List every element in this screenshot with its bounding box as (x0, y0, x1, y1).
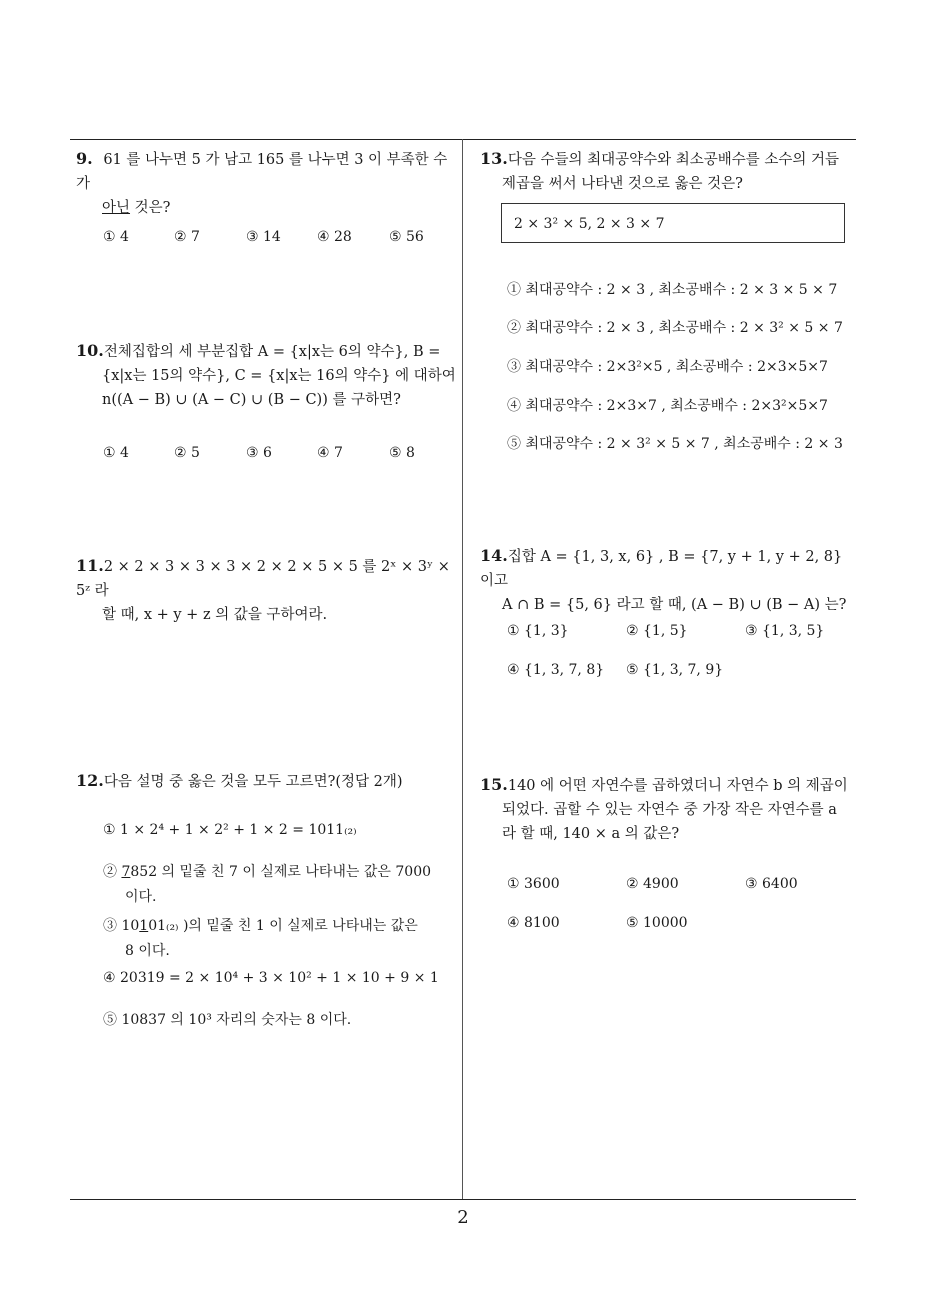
question-text: A ∩ B = {5, 6} 라고 할 때, (A − B) ∪ (B − A) 는? (502, 597, 847, 613)
option-3[interactable]: ③ 최대공약수 : 2×3²×5 , 최소공배수 : 2×3×5×7 (507, 359, 828, 375)
option-5[interactable]: ⑤ 10837 의 10³ 자리의 숫자는 8 이다. (103, 1012, 352, 1028)
bottom-rule (70, 1199, 856, 1200)
underlined-digit: 1 (139, 918, 149, 934)
option-4[interactable]: ④ {1, 3, 7, 8} (507, 662, 605, 678)
option-2[interactable]: ② {1, 5} (626, 623, 688, 639)
question-text: 라 할 때, 140 × a 의 값은? (502, 826, 680, 842)
question-text: 되었다. 곱할 수 있는 자연수 중 가장 작은 자연수를 a (502, 802, 837, 818)
question-11 (76, 554, 461, 627)
question-text: {x|x는 15의 약수}, C = {x|x는 16의 약수} 에 대하여 (102, 368, 456, 384)
option-3[interactable]: ③ {1, 3, 5} (745, 623, 825, 639)
question-number: 14. (480, 546, 508, 565)
option-4[interactable]: ④ 최대공약수 : 2×3×7 , 최소공배수 : 2×3²×5×7 (507, 398, 828, 414)
option-4[interactable]: ④ 20319 = 2 × 10⁴ + 3 × 10² + 1 × 10 + 9 × 1 (103, 970, 439, 986)
option-3[interactable]: ③ 6400 (745, 876, 798, 892)
option-text: 8 이다. (125, 943, 170, 959)
option-text: 852 의 밑줄 친 7 이 실제로 나타내는 값은 7000 (130, 864, 432, 880)
option-text: 01₍₂₎ )의 밑줄 친 1 이 실제로 나타내는 값은 (148, 918, 418, 934)
option-1[interactable]: ① {1, 3} (507, 623, 569, 639)
option-2[interactable]: ② 5 (174, 445, 200, 461)
option-2[interactable] (103, 860, 431, 910)
question-text: 것은? (130, 200, 171, 216)
option-marker: ③ 10 (103, 918, 140, 934)
question-number: 13. (480, 149, 508, 168)
column-divider (462, 139, 463, 1200)
question-text: 140 에 어떤 자연수를 곱하였더니 자연수 b 의 제곱이 (507, 778, 848, 794)
option-2[interactable]: ② 7 (174, 229, 200, 245)
top-rule (70, 139, 856, 140)
question-number: 15. (480, 775, 508, 794)
question-text: 제곱을 써서 나타낸 것으로 옳은 것은? (502, 176, 743, 192)
option-5[interactable]: ⑤ {1, 3, 7, 9} (626, 662, 724, 678)
option-4[interactable]: ④ 7 (317, 445, 343, 461)
option-5[interactable]: ⑤ 10000 (626, 915, 688, 931)
underlined-digit: 7 (121, 864, 131, 880)
question-10 (76, 339, 461, 412)
option-1[interactable]: ① 1 × 2⁴ + 1 × 2² + 1 × 2 = 1011₍₂₎ (103, 822, 357, 838)
option-1[interactable]: ① 4 (103, 445, 129, 461)
question-text: 2 × 2 × 3 × 3 × 3 × 2 × 2 × 5 × 5 를 2ˣ × 3ʸ × 5ᶻ 라 (76, 559, 450, 599)
option-2[interactable]: ② 최대공약수 : 2 × 3 , 최소공배수 : 2 × 3² × 5 × 7 (507, 320, 843, 336)
question-text: 할 때, x + y + z 의 값을 구하여라. (102, 607, 328, 623)
option-3[interactable] (103, 914, 418, 964)
question-text: 다음 수들의 최대공약수와 최소공배수를 소수의 거듭 (507, 152, 840, 168)
option-3[interactable]: ③ 6 (246, 445, 272, 461)
option-2[interactable]: ② 4900 (626, 876, 679, 892)
option-4[interactable]: ④ 28 (317, 229, 352, 245)
option-5[interactable]: ⑤ 8 (389, 445, 415, 461)
question-text: 61 를 나누면 5 가 남고 165 를 나누면 3 이 부족한 수가 (76, 152, 448, 192)
option-5[interactable]: ⑤ 최대공약수 : 2 × 3² × 5 × 7 , 최소공배수 : 2 × 3 (507, 436, 843, 452)
question-9 (76, 147, 456, 220)
emphasis-underline: 아닌 (102, 200, 131, 216)
option-text: 이다. (125, 889, 157, 905)
option-1[interactable]: ① 최대공약수 : 2 × 3 , 최소공배수 : 2 × 3 × 5 × 7 (507, 282, 838, 298)
question-number: 12. (76, 771, 104, 790)
option-marker: ② (103, 864, 122, 880)
question-number: 10. (76, 341, 104, 360)
page-number: 2 (457, 1207, 469, 1228)
option-5[interactable]: ⑤ 56 (389, 229, 424, 245)
given-numbers-box: 2 × 3² × 5, 2 × 3 × 7 (501, 203, 845, 243)
question-text: 다음 설명 중 옳은 것을 모두 고르면?(정답 2개) (103, 774, 403, 790)
question-14 (480, 544, 860, 617)
option-4[interactable]: ④ 8100 (507, 915, 560, 931)
question-number: 11. (76, 556, 104, 575)
question-text: 집합 A = {1, 3, x, 6} , B = {7, y + 1, y + 2, 8} 이고 (480, 549, 843, 589)
option-1[interactable]: ① 4 (103, 229, 129, 245)
question-text: 전체집합의 세 부분집합 A = {x|x는 6의 약수}, B = (103, 344, 441, 360)
question-15 (480, 773, 865, 846)
option-3[interactable]: ③ 14 (246, 229, 281, 245)
question-number: 9. (76, 149, 93, 168)
question-12 (76, 769, 461, 794)
option-1[interactable]: ① 3600 (507, 876, 560, 892)
question-13 (480, 147, 860, 196)
question-text: n((A − B) ∪ (A − C) ∪ (B − C)) 를 구하면? (102, 392, 401, 408)
